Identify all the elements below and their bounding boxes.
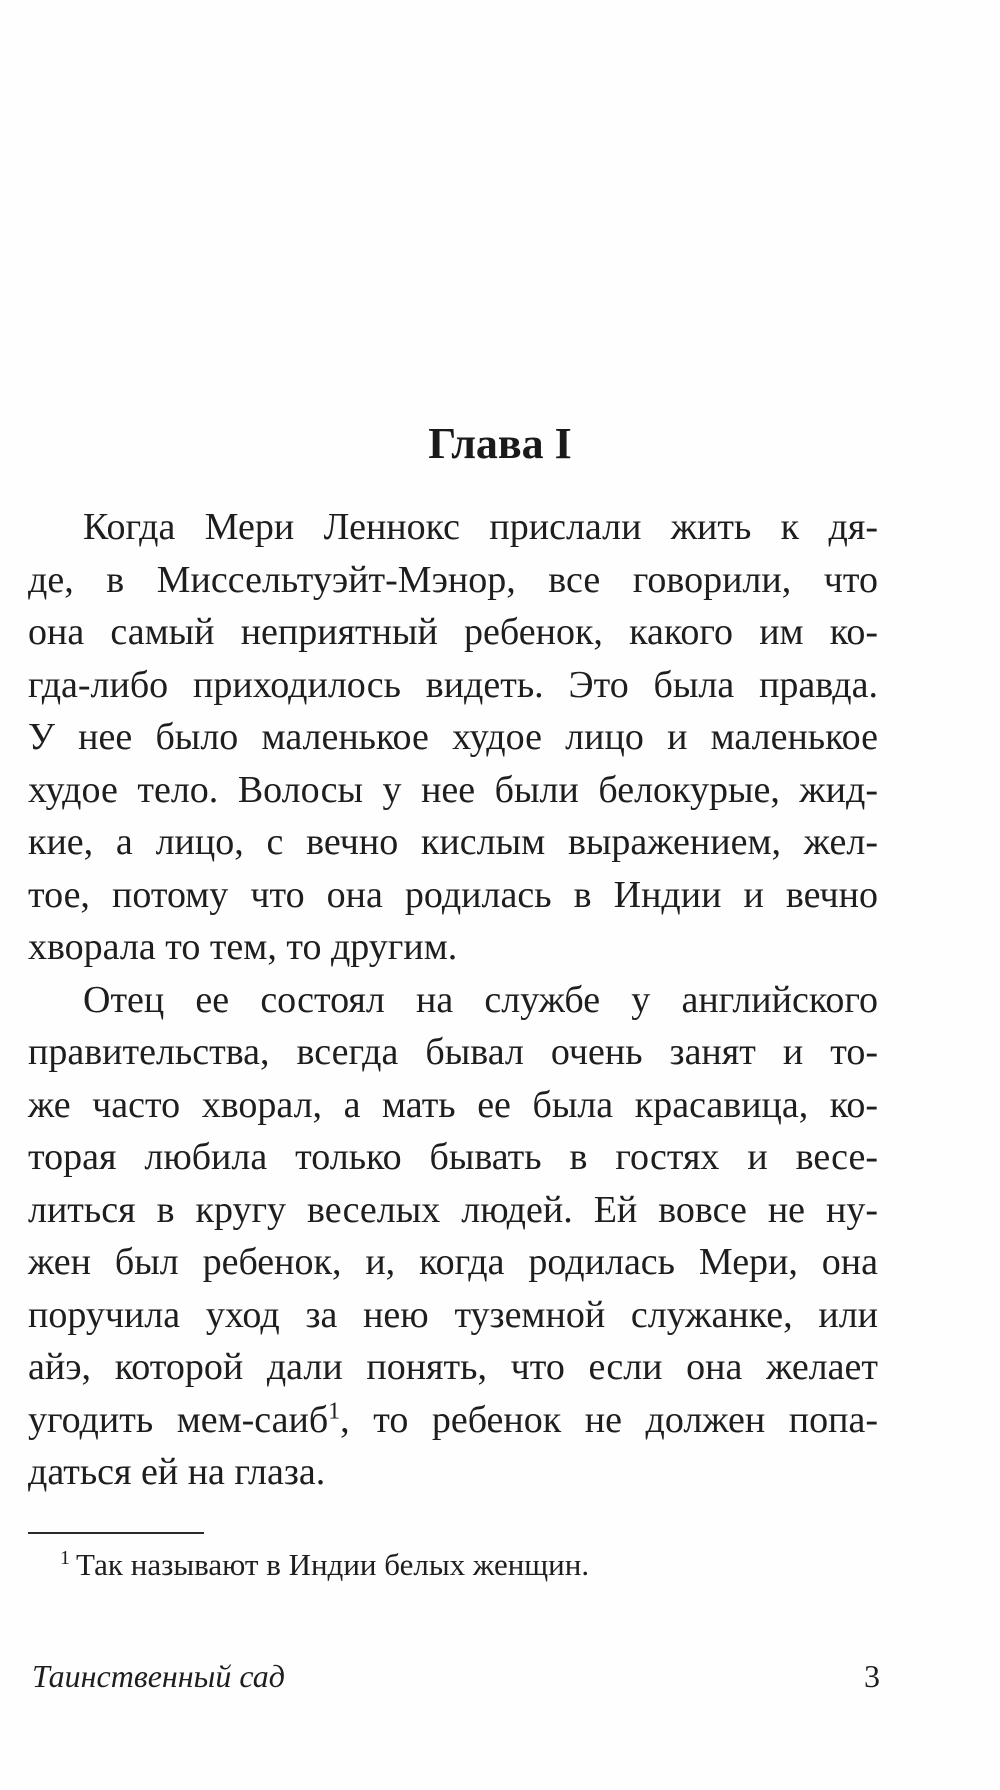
footnote-divider [28, 1532, 204, 1534]
text-line: же часто хворал, а мать ее была красавица, ко- [28, 1083, 878, 1126]
running-footer-title: Таинственный сад [32, 1658, 285, 1694]
text-line: жен был ребенок, и, когда родилась Мери, она [28, 1241, 878, 1283]
text-line: даться ей на глаза. [28, 1451, 326, 1493]
chapter-title: Глава I [428, 419, 572, 468]
text-line: правительства, всегда бывал очень занят и то- [28, 1031, 878, 1073]
text-line: тое, потому что она родилась в Индии и вечно [28, 873, 878, 916]
text-line: она самый неприятный ребенок, какого им ко- [28, 611, 878, 653]
text-line: Когда Мери Леннокс прислали жить к дя- [83, 506, 878, 548]
footnote [60, 1545, 589, 1585]
text-line: худое тело. Волосы у нее были белокурые, жид- [28, 768, 878, 811]
text-line: хворала то тем, то другим. [28, 926, 458, 968]
text-line: литься в кругу веселых людей. Ей вовсе не ну- [28, 1188, 878, 1231]
footnote-reference[interactable]: 1 [328, 1397, 341, 1424]
page-number: 3 [864, 1658, 880, 1694]
text-line: де, в Миссельтуэйт-Мэнор, все говорили, что [28, 558, 878, 601]
text-line: У нее было маленькое худое лицо и маленькое [28, 716, 878, 758]
text-segment: , то ребенок не должен попа- [340, 1398, 878, 1441]
footnote-number: 1 [60, 1546, 70, 1569]
body-text [28, 501, 878, 1499]
text-line: Отец ее состоял на службе у английского [83, 978, 878, 1021]
text-line-with-footnote [28, 1394, 878, 1447]
text-line: айэ, которой дали понять, что если она желает [28, 1346, 878, 1388]
text-segment: угодить мем-саиб [28, 1398, 329, 1441]
footnote-text: Так называют в Индии белых женщин. [76, 1547, 590, 1582]
text-line: торая любила только бывать в гостях и весе- [28, 1136, 878, 1178]
text-line: поручила уход за нею туземной служанке, или [28, 1293, 878, 1336]
text-line: кие, а лицо, с вечно кислым выражением, жел- [28, 821, 878, 863]
text-line: гда-либо приходилось видеть. Это была правда. [28, 663, 878, 706]
